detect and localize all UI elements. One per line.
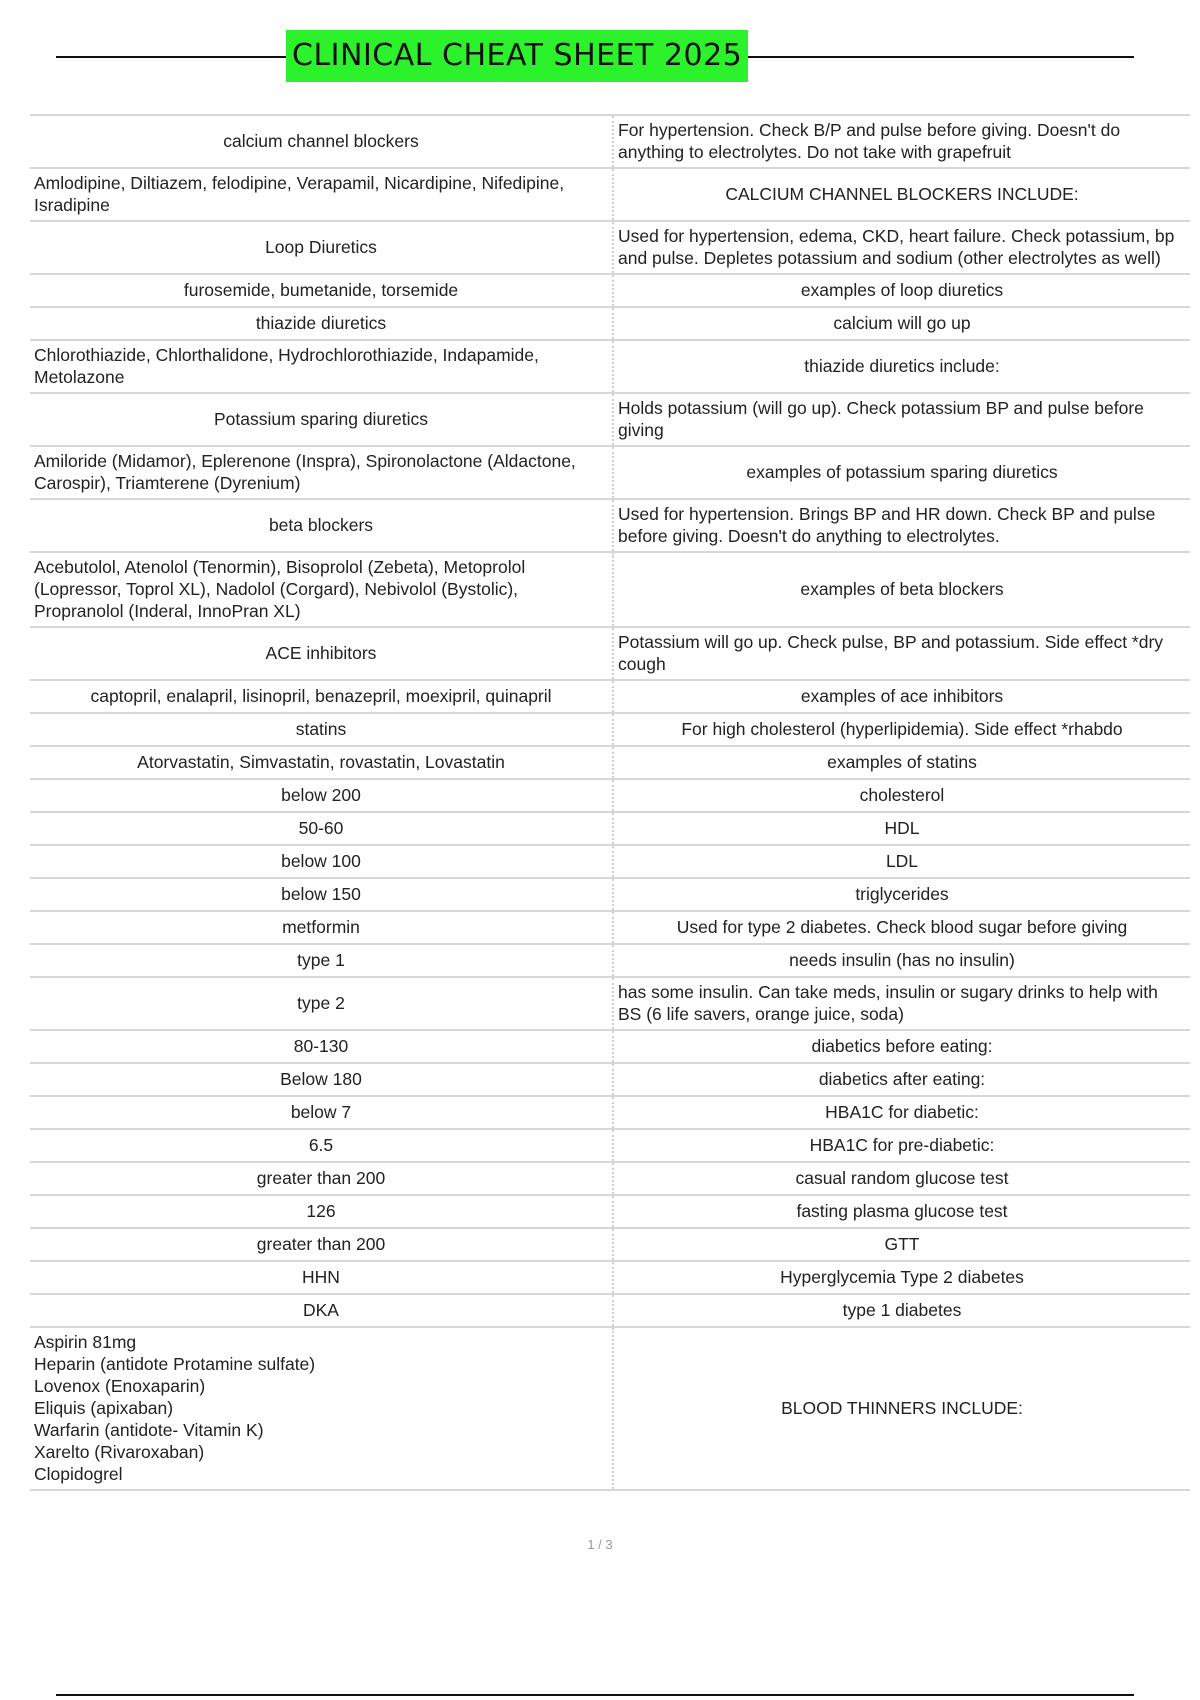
list-item: Warfarin (antidote- Vitamin K) (34, 1420, 264, 1440)
definition-cell: HBA1C for diabetic: (613, 1096, 1190, 1129)
table-row (30, 393, 1190, 446)
table-row (30, 1096, 1190, 1129)
term-cell: 6.5 (30, 1129, 613, 1162)
definition-cell: examples of ace inhibitors (613, 680, 1190, 713)
table-row (30, 845, 1190, 878)
table-row (30, 446, 1190, 499)
cheat-sheet-table (30, 114, 1190, 1491)
term-cell: greater than 200 (30, 1162, 613, 1195)
term-cell: furosemide, bumetanide, torsemide (30, 274, 613, 307)
term-cell: Amiloride (Midamor), Eplerenone (Inspra), Spironolactone (Aldactone, Carospir), Triamterene (Dyrenium) (30, 446, 613, 499)
definition-cell: triglycerides (613, 878, 1190, 911)
definition-cell: calcium will go up (613, 307, 1190, 340)
definition-cell: Used for type 2 diabetes. Check blood sugar before giving (613, 911, 1190, 944)
term-cell: DKA (30, 1294, 613, 1327)
table-row (30, 1195, 1190, 1228)
table-row (30, 1129, 1190, 1162)
definition-cell: BLOOD THINNERS INCLUDE: (613, 1327, 1190, 1490)
blood-thinners-list (30, 1327, 613, 1490)
term-cell: Acebutolol, Atenolol (Tenormin), Bisoprolol (Zebeta), Metoprolol (Lopressor, Toprol XL), Nadolol (Corgard), Nebivolol (Bystolic), Propranolol (Inderal, InnoPran XL) (30, 552, 613, 627)
term-cell: Amlodipine, Diltiazem, felodipine, Verapamil, Nicardipine, Nifedipine, Isradipine (30, 168, 613, 221)
term-cell: ACE inhibitors (30, 627, 613, 680)
table-row (30, 812, 1190, 845)
term-cell: greater than 200 (30, 1228, 613, 1261)
definition-cell: thiazide diuretics include: (613, 340, 1190, 393)
definition-cell: needs insulin (has no insulin) (613, 944, 1190, 977)
title-bar (56, 30, 1134, 82)
list-item: Clopidogrel (34, 1464, 123, 1484)
term-cell: Atorvastatin, Simvastatin, rovastatin, Lovastatin (30, 746, 613, 779)
list-item: Heparin (antidote Protamine sulfate) (34, 1354, 316, 1374)
table-row (30, 1228, 1190, 1261)
term-cell: 50-60 (30, 812, 613, 845)
term-cell: type 1 (30, 944, 613, 977)
definition-cell: diabetics before eating: (613, 1030, 1190, 1063)
definition-cell: For high cholesterol (hyperlipidemia). Side effect *rhabdo (613, 713, 1190, 746)
table-row (30, 977, 1190, 1030)
term-cell: thiazide diuretics (30, 307, 613, 340)
term-cell: below 7 (30, 1096, 613, 1129)
definition-cell: For hypertension. Check B/P and pulse before giving. Doesn't do anything to electrolytes. Do not take with grapefruit (613, 115, 1190, 168)
table-row (30, 274, 1190, 307)
definition-cell: cholesterol (613, 779, 1190, 812)
definition-cell: has some insulin. Can take meds, insulin or sugary drinks to help with BS (6 life savers, orange juice, soda) (613, 977, 1190, 1030)
term-cell: 80-130 (30, 1030, 613, 1063)
table-row (30, 1261, 1190, 1294)
table-row (30, 221, 1190, 274)
table-row (30, 552, 1190, 627)
table-row (30, 1162, 1190, 1195)
blood-thinners-row (30, 1327, 1190, 1490)
table-row (30, 1030, 1190, 1063)
definition-cell: diabetics after eating: (613, 1063, 1190, 1096)
term-cell: type 2 (30, 977, 613, 1030)
table-row (30, 307, 1190, 340)
table-row (30, 746, 1190, 779)
term-cell: HHN (30, 1261, 613, 1294)
bottom-rule (56, 1694, 1134, 1696)
definition-cell: examples of beta blockers (613, 552, 1190, 627)
table-row (30, 713, 1190, 746)
definition-cell: GTT (613, 1228, 1190, 1261)
term-cell: below 200 (30, 779, 613, 812)
term-cell: below 150 (30, 878, 613, 911)
table-row (30, 911, 1190, 944)
term-cell: calcium channel blockers (30, 115, 613, 168)
table-row (30, 627, 1190, 680)
definition-cell: Used for hypertension. Brings BP and HR down. Check BP and pulse before giving. Doesn't do anything to electrolytes. (613, 499, 1190, 552)
list-item: Xarelto (Rivaroxaban) (34, 1442, 205, 1462)
table-row (30, 115, 1190, 168)
term-cell: Below 180 (30, 1063, 613, 1096)
definition-cell: fasting plasma glucose test (613, 1195, 1190, 1228)
definition-cell: Potassium will go up. Check pulse, BP and potassium. Side effect *dry cough (613, 627, 1190, 680)
table-row (30, 680, 1190, 713)
definition-cell: HBA1C for pre-diabetic: (613, 1129, 1190, 1162)
list-item: Aspirin 81mg (34, 1332, 137, 1352)
table-row (30, 944, 1190, 977)
definition-cell: examples of loop diuretics (613, 274, 1190, 307)
term-cell: below 100 (30, 845, 613, 878)
table-row (30, 168, 1190, 221)
page-indicator: 1 / 3 (587, 1537, 613, 1552)
list-item: Eliquis (apixaban) (34, 1398, 174, 1418)
table-row (30, 1294, 1190, 1327)
page-title: CLINICAL CHEAT SHEET 2025 (286, 30, 748, 82)
term-cell: metformin (30, 911, 613, 944)
table-row (30, 878, 1190, 911)
term-cell: Potassium sparing diuretics (30, 393, 613, 446)
list-item: Lovenox (Enoxaparin) (34, 1376, 206, 1396)
term-cell: Chlorothiazide, Chlorthalidone, Hydrochlorothiazide, Indapamide, Metolazone (30, 340, 613, 393)
definition-cell: casual random glucose test (613, 1162, 1190, 1195)
term-cell: Loop Diuretics (30, 221, 613, 274)
definition-cell: Used for hypertension, edema, CKD, heart failure. Check potassium, bp and pulse. Depletes potassium and sodium (other electrolytes as well) (613, 221, 1190, 274)
definition-cell: Holds potassium (will go up). Check potassium BP and pulse before giving (613, 393, 1190, 446)
definition-cell: examples of statins (613, 746, 1190, 779)
table-row (30, 499, 1190, 552)
term-cell: captopril, enalapril, lisinopril, benazepril, moexipril, quinapril (30, 680, 613, 713)
definition-cell: type 1 diabetes (613, 1294, 1190, 1327)
term-cell: beta blockers (30, 499, 613, 552)
table-row (30, 340, 1190, 393)
definition-cell: CALCIUM CHANNEL BLOCKERS INCLUDE: (613, 168, 1190, 221)
term-cell: 126 (30, 1195, 613, 1228)
table-row (30, 779, 1190, 812)
definition-cell: HDL (613, 812, 1190, 845)
term-cell: statins (30, 713, 613, 746)
table-row (30, 1063, 1190, 1096)
definition-cell: LDL (613, 845, 1190, 878)
definition-cell: examples of potassium sparing diuretics (613, 446, 1190, 499)
definition-cell: Hyperglycemia Type 2 diabetes (613, 1261, 1190, 1294)
